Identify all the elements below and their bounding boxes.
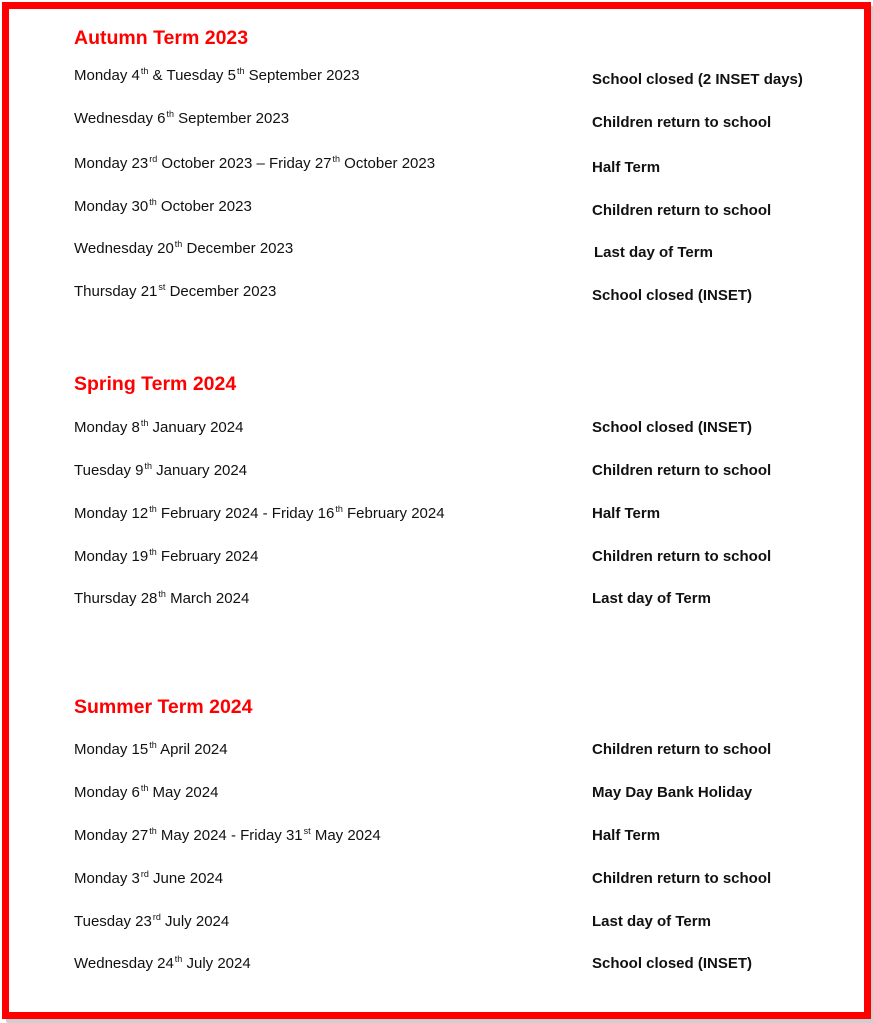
date-row <box>74 67 814 91</box>
event-text: May Day Bank Holiday <box>592 784 753 801</box>
date-row <box>74 419 814 443</box>
date-text: Monday 6th May 2024 <box>74 783 219 801</box>
date-row <box>74 548 814 572</box>
date-row <box>74 741 814 765</box>
date-text: Monday 4th & Tuesday 5th September 2023 <box>74 66 360 84</box>
event-text: School closed (2 INSET days) <box>592 71 803 88</box>
date-text: Monday 12th February 2024 - Friday 16th February 2024 <box>74 504 445 522</box>
event-text: School closed (INSET) <box>592 955 753 972</box>
event-text: Half Term <box>592 505 661 522</box>
date-text: Monday 3rd June 2024 <box>74 869 224 887</box>
event-text: Last day of Term <box>594 244 713 261</box>
event-text: Children return to school <box>592 202 772 219</box>
event-text: Children return to school <box>592 741 772 758</box>
event-text: Half Term <box>592 827 661 844</box>
term-title: Summer Term 2024 <box>74 696 253 718</box>
date-text: Tuesday 9th January 2024 <box>74 461 248 479</box>
date-text: Monday 30th October 2023 <box>74 197 252 215</box>
date-text: Thursday 21st December 2023 <box>74 282 277 300</box>
event-text: Last day of Term <box>592 590 711 607</box>
event-text: Half Term <box>592 159 661 176</box>
event-text: Last day of Term <box>592 913 711 930</box>
event-text: School closed (INSET) <box>592 419 753 436</box>
event-text: Children return to school <box>592 548 772 565</box>
event-text: Children return to school <box>592 870 772 887</box>
date-row <box>74 240 814 264</box>
date-row <box>74 155 814 179</box>
date-text: Monday 8th January 2024 <box>74 418 244 436</box>
date-text: Wednesday 24th July 2024 <box>74 954 251 972</box>
date-row <box>74 505 814 529</box>
date-text: Wednesday 6th September 2023 <box>74 109 290 127</box>
event-text: Children return to school <box>592 114 772 131</box>
date-text: Monday 19th February 2024 <box>74 547 259 565</box>
date-text: Monday 15th April 2024 <box>74 740 228 758</box>
date-text: Monday 27th May 2024 - Friday 31st May 2024 <box>74 826 381 844</box>
date-row <box>74 913 814 937</box>
event-text: School closed (INSET) <box>592 287 753 304</box>
date-row <box>74 462 814 486</box>
term-dates-frame <box>2 2 871 1019</box>
date-row <box>74 283 814 307</box>
term-title: Spring Term 2024 <box>74 373 237 395</box>
date-row <box>74 827 814 851</box>
term-title: Autumn Term 2023 <box>74 27 249 49</box>
date-text: Tuesday 23rd July 2024 <box>74 912 230 930</box>
date-text: Thursday 28th March 2024 <box>74 589 250 607</box>
date-row <box>74 110 814 134</box>
date-row <box>74 198 814 222</box>
date-text: Wednesday 20th December 2023 <box>74 239 294 257</box>
event-text: Children return to school <box>592 462 772 479</box>
date-row <box>74 784 814 808</box>
date-row <box>74 590 814 614</box>
date-row <box>74 870 814 894</box>
date-row <box>74 955 814 979</box>
date-text: Monday 23rd October 2023 – Friday 27th October 2023 <box>74 154 436 172</box>
